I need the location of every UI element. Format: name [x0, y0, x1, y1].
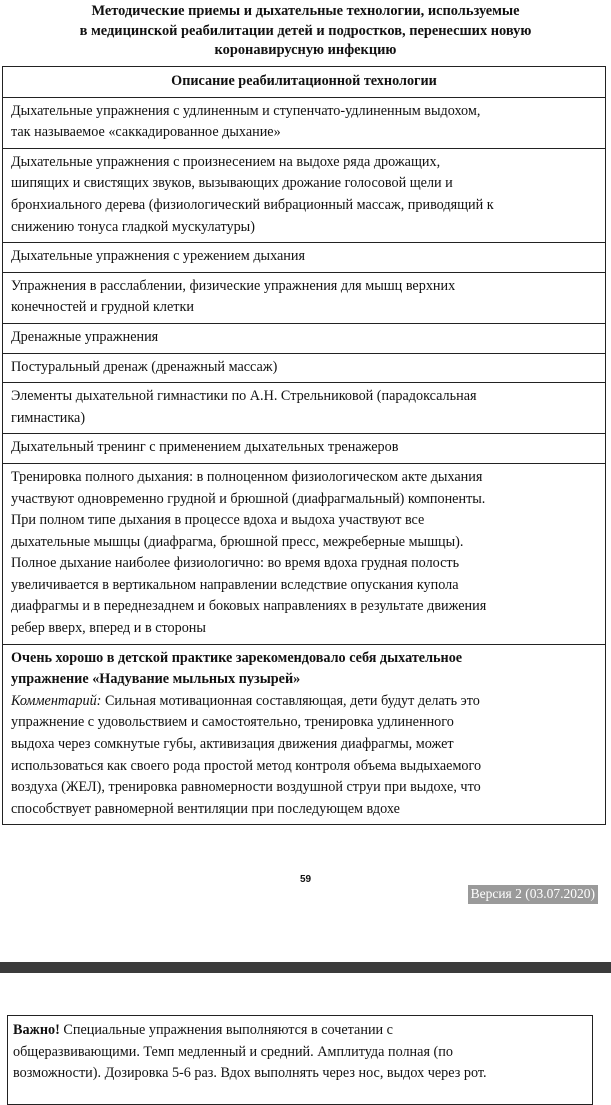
cell-line: Дренажные упражнения: [11, 328, 159, 345]
cell-line: Дыхательные упражнения с удлиненным и ступенчато-удлиненным выдохом,: [11, 102, 481, 119]
table-cell: [3, 383, 606, 434]
table-row: [3, 243, 606, 273]
note-line: общеразвивающими. Темп медленный и средний. Амплитуда полная (по: [13, 1043, 453, 1060]
cell-line: Тренировка полного дыхания: в полноценном физиологическом акте дыхания: [11, 468, 483, 485]
cell-line: ребер вверх, вперед и в стороны: [11, 620, 206, 637]
table-row: [3, 644, 606, 825]
comment-line: [11, 691, 597, 713]
title-line: в медицинской реабилитации детей и подростков, перенесших новую: [79, 22, 532, 39]
table-cell: [3, 97, 606, 148]
cell-line: упражнение с удовольствием и самостоятельно, тренировка удлиненного: [11, 714, 454, 731]
table-row: [3, 353, 606, 383]
cell-line: использоваться как своего рода простой метод контроля объема выдыхаемого: [11, 757, 482, 774]
cell-line: шипящих и свистящих звуков, вызывающих дрожание голосовой щели и: [11, 175, 453, 192]
table-row: [3, 383, 606, 434]
table-cell: [3, 243, 606, 273]
cell-line: Упражнения в расслаблении, физические упражнения для мышц верхних: [11, 277, 456, 294]
comment-label: Комментарий:: [11, 692, 102, 709]
title-line: коронавирусную инфекцию: [214, 42, 397, 58]
cell-line: диафрагмы и в переднезаднем и боковых направлениях в результате движения: [11, 598, 487, 615]
cell-line: При полном типе дыхания в процессе вдоха и выдоха участвуют все: [11, 512, 425, 529]
table-cell: [3, 148, 606, 242]
cell-line: бронхиального дерева (физиологический вибрационный массаж, приводящий к: [11, 196, 494, 213]
cell-line: конечностей и грудной клетки: [11, 299, 194, 316]
cell-line: Полное дыхание наиболее физиологично: во время вдоха грудная полость: [11, 555, 460, 572]
table-row: [3, 148, 606, 242]
note-label: Важно!: [13, 1022, 60, 1038]
cell-line: выдоха через сомкнутые губы, активизация движения диафрагмы, может: [11, 736, 454, 753]
version-badge: Версия 2 (03.07.2020): [468, 885, 598, 904]
page-number: 59: [299, 874, 312, 885]
table-cell: [3, 434, 606, 464]
table-cell: [3, 644, 606, 825]
cell-line: Элементы дыхательной гимнастики по А.Н. Стрельниковой (парадоксальная: [11, 388, 477, 405]
comment-text: Сильная мотивационная составляющая, дети будут делать это: [101, 692, 480, 709]
cell-line: дыхательные мышцы (диафрагма, брюшной пресс, межреберные мышцы).: [11, 533, 464, 550]
cell-line: снижению тонуса гладкой мускулатуры): [11, 218, 255, 235]
note-line: возможности). Дозировка 5-6 раз. Вдох выполнять через нос, выдох через рот.: [13, 1065, 487, 1082]
table-row: [3, 434, 606, 464]
document-title: [0, 2, 611, 61]
table-row: [3, 97, 606, 148]
cell-line: участвуют одновременно грудной и брюшной (диафрагмальный) компоненты.: [11, 490, 486, 507]
table-header: Описание реабилитационной технологии: [3, 67, 606, 98]
technologies-table: [2, 66, 606, 825]
cell-line: так называемое «саккадированное дыхание»: [11, 124, 281, 141]
cell-line: способствует равномерной вентиляции при последующем вдохе: [11, 800, 400, 817]
cell-line: увеличивается в вертикальном направлении вследствие опускания купола: [11, 576, 459, 593]
title-line: Методические приемы и дыхательные технологии, используемые: [91, 3, 520, 19]
table-cell: [3, 463, 606, 644]
cell-line-bold: упражнение «Надувание мыльных пузырей»: [11, 671, 301, 688]
cell-line: Постуральный дренаж (дренажный массаж): [11, 358, 278, 375]
cell-line: Дыхательные упражнения с произнесением на выдохе ряда дрожащих,: [11, 153, 441, 170]
table-row: [3, 272, 606, 323]
page-separator: [0, 962, 611, 973]
table-header-row: [3, 67, 606, 98]
cell-line: Дыхательный тренинг с применением дыхательных тренажеров: [11, 439, 399, 456]
table-cell: [3, 323, 606, 353]
table-cell: [3, 353, 606, 383]
table-cell: [3, 272, 606, 323]
note-text: Специальные упражнения выполняются в сочетании с: [59, 1022, 393, 1038]
cell-line: Дыхательные упражнения с урежением дыхания: [11, 248, 306, 265]
cell-line: гимнастика): [11, 409, 86, 426]
table-row: [3, 463, 606, 644]
cell-line: воздуха (ЖЕЛ), тренировка равномерности воздушной струи при выдохе, что: [11, 779, 481, 796]
table-row: [3, 323, 606, 353]
cell-line-bold: Очень хорошо в детской практике зарекомендовало себя дыхательное: [11, 649, 463, 666]
note-line: [13, 1020, 588, 1042]
